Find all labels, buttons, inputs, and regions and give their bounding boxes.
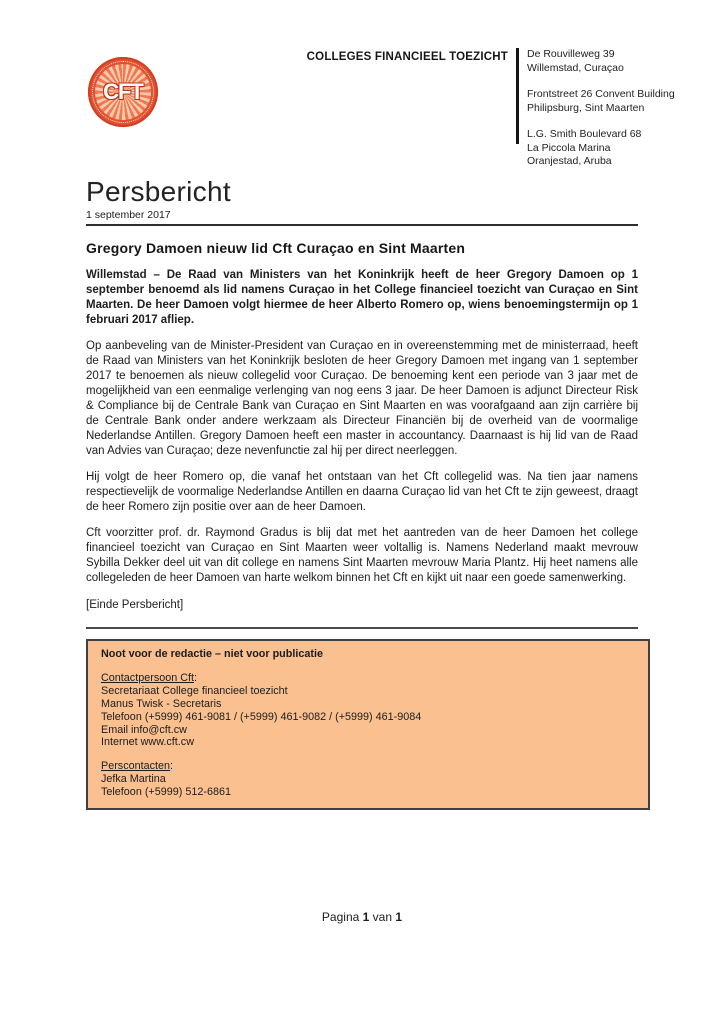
page-title: Persbericht	[86, 176, 231, 207]
address-sint-maarten	[527, 88, 675, 115]
address-block	[527, 48, 675, 169]
press-contact-line: Jefka Martina	[101, 773, 166, 786]
address-line: Frontstreet 26 Convent Building	[527, 88, 675, 100]
title-rule	[86, 224, 638, 226]
body-paragraph: Cft voorzitter prof. dr. Raymond Gradus is blij dat met het aantreden van de heer Damoen het college financieel toezicht van Curaçao en Sint Maarten weer voltallig is. Namens Nederland maakt mevrouw Sybilla Dekker deel uit van dit college en namens Sint Maarten mevrouw Maria Plantz. Hij heet namens alle collegeleden de heer Damoen van harte welkom binnen het Cft en kijkt uit naar een goede samenwerking.	[86, 527, 638, 584]
colon: :	[170, 760, 174, 773]
contact-line: Telefoon (+5999) 461-9081 / (+5999) 461-9082 / (+5999) 461-9084	[101, 710, 422, 723]
address-line: De Rouvilleweg 39	[527, 48, 615, 60]
address-line: Philipsburg, Sint Maarten	[527, 101, 645, 114]
address-line: Willemstad, Curaçao	[527, 61, 624, 74]
document-date: 1 september 2017	[86, 209, 171, 221]
cft-logo	[88, 57, 158, 127]
spacer	[101, 749, 635, 760]
address-aruba	[527, 128, 675, 169]
contact-heading-text: Contactpersoon Cft	[101, 671, 195, 684]
contact-website-line: Internet www.cft.cw	[101, 736, 195, 749]
body-paragraph: Op aanbeveling van de Minister-President van Curaçao en in overeenstemming met de ministerraad, heeft de Raad van Ministers van het Koninkrijk besloten de heer Gregory Damoen met ingang van 1 september 2017 te benoemen als nieuw collegelid voor Curaçao. De benoeming kent een periode van 3 jaar met de mogelijkheid van een eenmalige verlenging van nog eens 3 jaar. De heer Damoen is adjunct Directeur Risk & Compliance bij de Centrale Bank van Curaçao en Sint Maarten en was voorafgaand aan zijn carrière bij de Centrale Bank onder andere werkzaam als Directeur Financiën bij de overheid van de voormalige Nederlandse Antillen. Gregory Damoen heeft een master in accountancy. Daarnaast is hij lid van de Raad van Advies van Curaçao; deze nevenfunctie zal hij per direct neerleggen.	[86, 340, 638, 457]
page-number: 1	[362, 910, 370, 924]
address-line: La Piccola Marina	[527, 141, 611, 154]
spacer	[101, 661, 635, 672]
page-footer	[0, 910, 724, 924]
contact-heading	[101, 672, 635, 685]
end-of-release-note: [Einde Persbericht]	[86, 599, 184, 611]
address-curacao	[527, 48, 675, 75]
editor-note-title: Noot voor de redactie – niet voor publicatie	[101, 648, 323, 660]
logo-monogram: CFT	[103, 79, 143, 104]
contact-email-line: Email info@cft.cw	[101, 723, 187, 736]
press-contact-line: Telefoon (+5999) 512-6861	[101, 786, 231, 799]
address-line: L.G. Smith Boulevard 68	[527, 128, 642, 140]
body-paragraph: Hij volgt de heer Romero op, die vanaf het ontstaan van het Cft collegelid was. Na tien jaar namens respectievelijk de voormalige Nederlandse Antillen en daarna Curaçao lid van het Cft te zijn geweest, draagt de heer Romero zijn positie over aan de heer Damoen.	[86, 471, 638, 513]
document-body	[86, 176, 638, 810]
page-label: Pagina	[321, 910, 360, 924]
organization-name: COLLEGES FINANCIEEL TOEZICHT	[306, 51, 508, 63]
contact-line: Manus Twisk - Secretaris	[101, 697, 222, 710]
editor-note-box	[86, 639, 650, 810]
press-contacts-heading	[101, 760, 635, 773]
press-heading-text: Perscontacten	[101, 760, 171, 773]
contact-line: Secretariaat College financieel toezicht	[101, 684, 288, 697]
header-divider	[516, 48, 519, 144]
lead-paragraph: Willemstad – De Raad van Ministers van het Koninkrijk heeft de heer Gregory Damoen op 1 september benoemd als lid namens Curaçao in het College financieel toezicht van Curaçao en Sint Maarten. De heer Damoen volgt hiermee de heer Alberto Romero op, wiens benoemingstermijn op 1 februari 2017 afliep.	[86, 269, 638, 326]
colon: :	[194, 671, 198, 684]
address-line: Oranjestad, Aruba	[527, 155, 612, 167]
footer-rule	[86, 627, 638, 629]
total-pages: 1	[395, 910, 403, 924]
of-label: van	[372, 910, 393, 924]
headline: Gregory Damoen nieuw lid Cft Curaçao en Sint Maarten	[86, 240, 466, 256]
